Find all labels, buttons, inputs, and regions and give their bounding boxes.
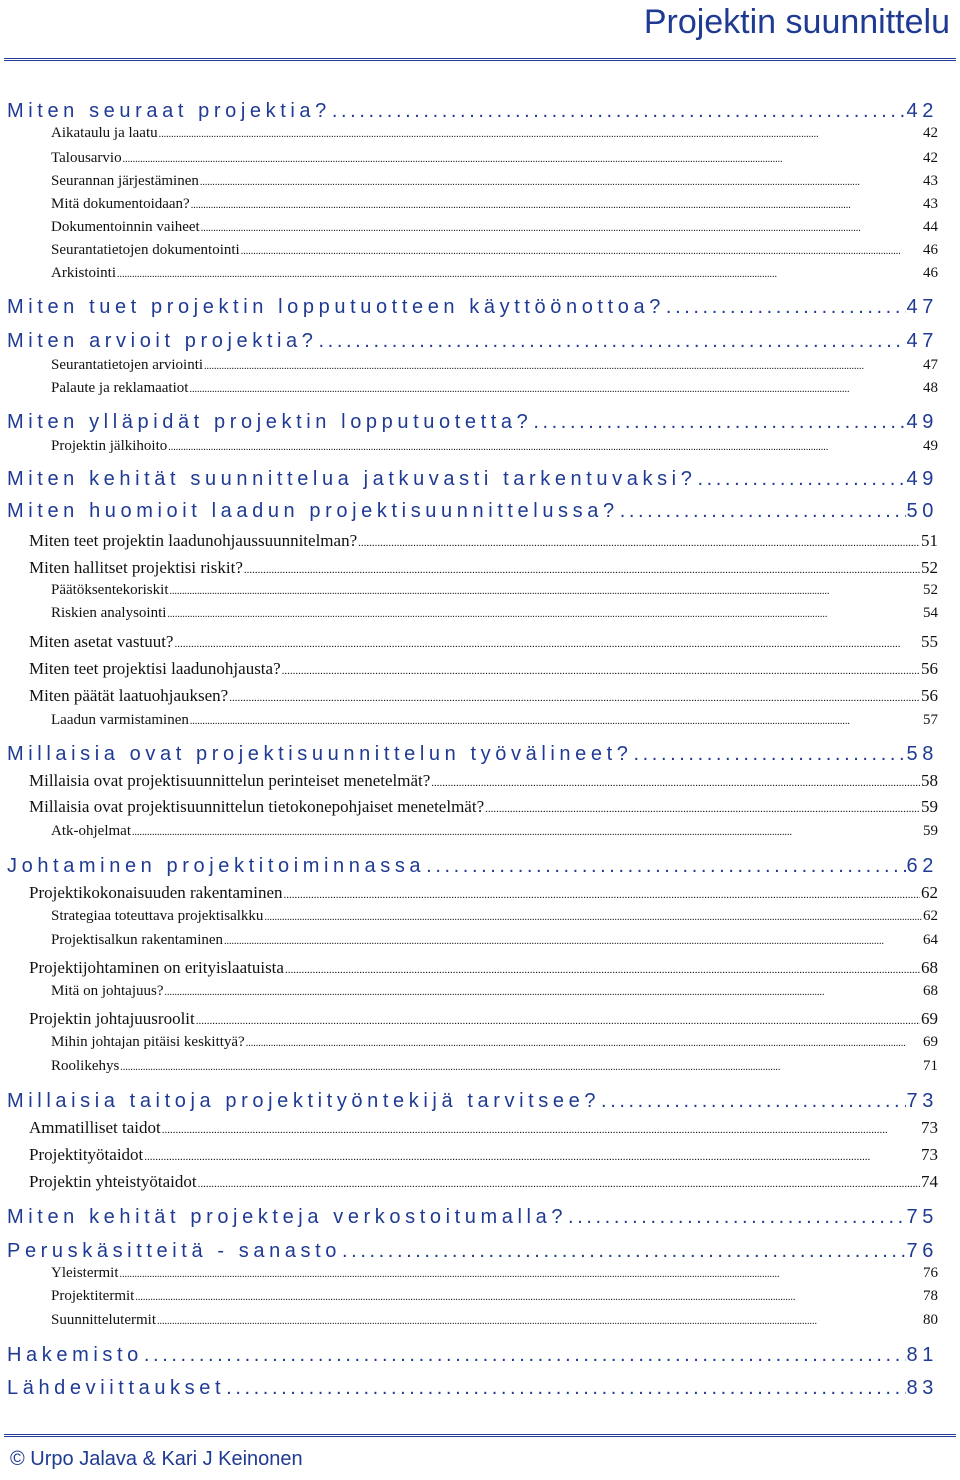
toc-entry-page-number: 52 [921,558,938,577]
toc-entry-level2[interactable] [29,686,938,706]
dot-leader [120,1269,923,1280]
toc-entry-page-number: 42 [906,100,938,122]
toc-entry-title: Riskien analysointi [51,605,167,621]
dot-leader [200,177,922,188]
dot-leader [167,609,922,620]
dot-leader [174,638,920,650]
dot-leader [666,296,906,319]
toc-entry-page-number: 46 [923,265,938,281]
toc-entry-page-number: 48 [923,380,938,396]
toc-entry-page-number: 47 [906,330,938,352]
toc-entry-title: Mitä on johtajuus? [51,983,164,999]
toc-entry-level1[interactable] [7,296,938,319]
toc-entry-title: Projektityötaidot [29,1145,144,1164]
toc-entry-level3[interactable] [51,1058,938,1075]
toc-entry-title: Seurantatietojen dokumentointi [51,242,240,258]
dot-leader [123,154,922,165]
toc-entry-title: Millaisia taitoja projektityöntekijä tarvitsee? [7,1090,601,1112]
toc-entry-title: Peruskäsitteitä - sanasto [7,1240,341,1262]
dot-leader [241,246,922,257]
toc-entry-title: Aikataulu ja laatu [51,125,158,141]
toc-entry-page-number: 49 [923,438,938,454]
toc-entry-title: Strategiaa toteuttava projektisalkku [51,908,264,924]
toc-entry-level1[interactable] [7,1090,938,1113]
dot-leader [144,1344,906,1367]
dot-leader [601,1090,906,1113]
toc-entry-title: Miten arvioit projektia? [7,330,318,352]
dot-leader [246,1038,922,1049]
toc-entry-level2[interactable] [29,1145,938,1165]
toc-entry-page-number: 62 [923,908,938,924]
dot-leader [165,987,923,998]
dot-leader [620,500,906,523]
toc-entry-page-number: 47 [906,296,938,318]
toc-entry-page-number: 68 [923,983,938,999]
toc-entry-level2[interactable] [29,1009,938,1029]
footer-divider [4,1434,956,1437]
dot-leader [162,1124,920,1136]
toc-entry-page-number: 59 [921,797,938,816]
toc-entry-page-number: 75 [906,1206,938,1228]
toc-entry-title: Atk-ohjelmat [51,823,131,839]
toc-entry-level2[interactable] [29,558,938,578]
toc-entry-page-number: 76 [906,1240,938,1262]
toc-entry-level3[interactable] [51,1034,938,1051]
dot-leader [144,1151,920,1163]
toc-entry-page-number: 58 [906,743,938,765]
dot-leader [204,361,922,372]
page-title: Projektin suunnittelu [643,3,950,41]
dot-leader [533,411,905,434]
toc-entry-level3[interactable] [51,219,938,236]
toc-entry-title: Millaisia ovat projektisuunnittelun työvälineet? [7,743,633,765]
toc-entry-page-number: 47 [923,357,938,373]
dot-leader [319,330,906,353]
toc-entry-page-number: 43 [923,173,938,189]
toc-entry-title: Miten teet projektisi laadunohjausta? [29,659,281,678]
toc-entry-level3[interactable] [51,196,938,213]
toc-entry-level2[interactable] [29,1118,938,1138]
toc-entry-level3[interactable] [51,125,938,142]
dot-leader [157,1316,922,1327]
toc-entry-page-number: 64 [923,932,938,948]
toc-entry-level3[interactable] [51,582,938,599]
toc-entry-level1[interactable] [7,1240,938,1263]
toc-entry-title: Projektijohtaminen on erityislaatuista [29,958,284,977]
toc-entry-title: Mihin johtajan pitäisi keskittyä? [51,1034,245,1050]
toc-entry-title: Seurannan järjestäminen [51,173,199,189]
toc-entry-title: Miten päätät laatuohjauksen? [29,686,229,705]
toc-entry-title: Millaisia ovat projektisuunnittelun perinteiset menetelmät? [29,771,431,790]
toc-entry-title: Miten kehität suunnittelua jatkuvasti tarkentuvaksi? [7,468,697,490]
dot-leader [431,777,920,789]
toc-entry-page-number: 69 [921,1009,938,1028]
dot-leader [282,665,920,677]
toc-entry-title: Seurantatietojen arviointi [51,357,204,373]
toc-entry-level3[interactable] [51,1288,938,1305]
toc-entry-title: Projektin yhteistyötaidot [29,1172,197,1191]
toc-entry-page-number: 62 [921,883,938,902]
toc-entry-title: Projektin johtajuusroolit [29,1009,195,1028]
dot-leader [159,129,922,140]
toc-entry-title: Miten teet projektin laadunohjaussuunnitelman? [29,531,358,550]
toc-entry-level3[interactable] [51,605,938,622]
toc-entry-title: Projektin jälkihoito [51,438,168,454]
toc-entry-level3[interactable] [51,150,938,167]
dot-leader [224,936,922,947]
toc-entry-title: Dokumentoinnin vaiheet [51,219,200,235]
toc-entry-title: Roolikehys [51,1058,120,1074]
dot-leader [169,586,922,597]
toc-entry-page-number: 43 [923,196,938,212]
toc-entry-page-number: 42 [923,150,938,166]
toc-entry-page-number: 73 [906,1090,938,1112]
dot-leader [168,442,922,453]
toc-entry-page-number: 49 [906,411,938,433]
toc-entry-level2[interactable] [29,1172,938,1192]
toc-entry-page-number: 73 [921,1145,938,1164]
toc-entry-level2[interactable] [29,958,938,978]
toc-entry-page-number: 50 [906,500,938,522]
dot-leader [633,743,905,766]
toc-entry-page-number: 83 [906,1377,938,1399]
dot-leader [198,1178,920,1190]
dot-leader [264,912,922,923]
toc-entry-level3[interactable] [51,932,938,949]
toc-entry-level1[interactable] [7,411,938,434]
toc-entry-level3[interactable] [51,1265,938,1282]
toc-entry-level1[interactable] [7,468,938,491]
toc-entry-page-number: 81 [906,1344,938,1366]
toc-entry-title: Miten ylläpidät projektin lopputuotetta? [7,411,533,433]
toc-entry-title: Arkistointi [51,265,117,281]
toc-entry-title: Miten tuet projektin lopputuotteen käyttöönottoa? [7,296,665,318]
toc-entry-page-number: 80 [923,1312,938,1328]
toc-entry-level3[interactable] [51,908,938,925]
dot-leader [196,1015,920,1027]
toc-entry-title: Ammatilliset taidot [29,1118,161,1137]
toc-entry-page-number: 69 [923,1034,938,1050]
toc-entry-page-number: 57 [923,712,938,728]
dot-leader [332,100,906,123]
toc-entry-page-number: 62 [906,855,938,877]
toc-entry-page-number: 58 [921,771,938,790]
toc-entry-level3[interactable] [51,823,938,840]
toc-entry-title: Miten asetat vastuut? [29,632,174,651]
dot-leader [120,1062,922,1073]
toc-entry-level3[interactable] [51,712,938,729]
toc-entry-level1[interactable] [7,500,938,523]
dot-leader [426,855,905,878]
dot-leader [229,692,920,704]
toc-entry-page-number: 54 [923,605,938,621]
dot-leader [117,269,922,280]
toc-entry-title: Hakemisto [7,1344,143,1366]
toc-entry-level3[interactable] [51,438,938,455]
toc-entry-level1[interactable] [7,100,938,123]
dot-leader [568,1206,906,1229]
toc-entry-title: Laadun varmistaminen [51,712,189,728]
toc-entry-page-number: 56 [921,659,938,678]
toc-entry-title: Suunnittelutermit [51,1312,156,1328]
dot-leader [697,468,905,491]
toc-entry-level1[interactable] [7,1206,938,1229]
toc-entry-title: Palaute ja reklamaatiot [51,380,189,396]
toc-entry-page-number: 74 [921,1172,938,1191]
toc-entry-page-number: 51 [921,531,938,550]
toc-entry-page-number: 56 [921,686,938,705]
toc-entry-page-number: 42 [923,125,938,141]
toc-entry-title: Projektitermit [51,1288,135,1304]
toc-entry-title: Johtaminen projektitoiminnassa [7,855,426,877]
toc-entry-level3[interactable] [51,380,938,397]
toc-entry-level2[interactable] [29,632,938,652]
toc-entry-page-number: 46 [923,242,938,258]
toc-entry-level2[interactable] [29,883,938,903]
dot-leader [201,223,922,234]
toc-entry-title: Projektikokonaisuuden rakentaminen [29,883,283,902]
toc-entry-level3[interactable] [51,173,938,190]
toc-entry-page-number: 44 [923,219,938,235]
toc-entry-level1[interactable] [7,1344,938,1367]
footer-copyright: © Urpo Jalava & Kari J Keinonen [10,1448,303,1470]
dot-leader [358,537,920,549]
toc-entry-level1[interactable] [7,1377,938,1400]
toc-entry-level3[interactable] [51,1312,938,1329]
toc-entry-title: Miten kehität projekteja verkostoitumalla? [7,1206,568,1228]
toc-entry-title: Talousarvio [51,150,122,166]
toc-entry-level1[interactable] [7,855,938,878]
toc-entry-title: Miten hallitset projektisi riskit? [29,558,243,577]
dot-leader [485,803,920,815]
toc-entry-title: Miten huomioit laadun projektisuunnittelussa? [7,500,619,522]
toc-entry-level3[interactable] [51,983,938,1000]
toc-entry-level2[interactable] [29,771,938,791]
toc-entry-title: Lähdeviittaukset [7,1377,226,1399]
dot-leader [342,1240,906,1263]
dot-leader [190,716,922,727]
toc-entry-page-number: 52 [923,582,938,598]
toc-entry-level2[interactable] [29,531,938,551]
dot-leader [226,1377,905,1400]
toc-entry-title: Millaisia ovat projektisuunnittelun tietokonepohjaiset menetelmät? [29,797,485,816]
toc-entry-level3[interactable] [51,357,938,374]
toc-entry-page-number: 71 [923,1058,938,1074]
toc-entry-page-number: 49 [906,468,938,490]
dot-leader [191,200,922,211]
toc-entry-page-number: 55 [921,632,938,651]
toc-entry-level2[interactable] [29,659,938,679]
toc-entry-level3[interactable] [51,242,938,259]
toc-entry-title: Yleistermit [51,1265,119,1281]
toc-entry-level1[interactable] [7,743,938,766]
dot-leader [135,1292,922,1303]
toc-entry-title: Projektisalkun rakentaminen [51,932,224,948]
toc-entry-page-number: 73 [921,1118,938,1137]
toc-entry-title: Miten seuraat projektia? [7,100,331,122]
toc-entry-page-number: 76 [923,1265,938,1281]
toc-entry-level1[interactable] [7,330,938,353]
dot-leader [132,827,922,838]
dot-leader [285,964,920,976]
toc-entry-level2[interactable] [29,797,938,817]
dot-leader [189,384,922,395]
toc-entry-page-number: 78 [923,1288,938,1304]
dot-leader [284,889,920,901]
toc-entry-level3[interactable] [51,265,938,282]
dot-leader [244,564,920,576]
toc-entry-page-number: 59 [923,823,938,839]
toc-entry-title: Mitä dokumentoidaan? [51,196,190,212]
toc-entry-page-number: 68 [921,958,938,977]
toc-entry-title: Päätöksentekoriskit [51,582,169,598]
